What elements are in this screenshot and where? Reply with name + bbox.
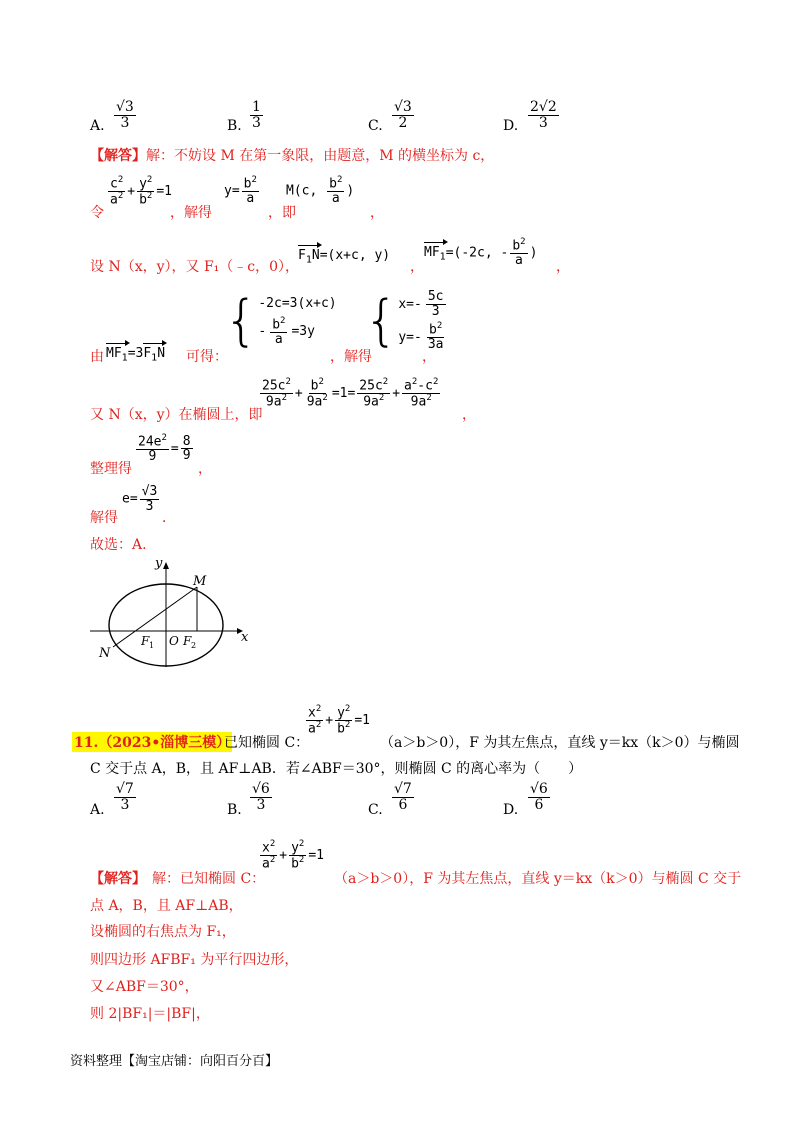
q10-option-d-value: $\frac{2√2}{3}$ — [530, 99, 557, 131]
y-axis-arrow — [163, 562, 169, 569]
sol10-y-value: y= $\frac{b^2}{a}$ — [224, 175, 257, 206]
q11-ellipse-eq: $\frac{x^2}{a^2}$ + $\frac{y^2}{b^2}$ =1 — [308, 704, 370, 737]
sol10-substitution-eq: $\frac{25c^2}{9a^2}$ + $\frac{b^2}{9a^2}$ =1= $\frac{25c^2}{9a^2}$ + $\frac{a^2-c^2}{9a^2}$ — [262, 377, 439, 410]
sol10-line4-mid2: ，解得 — [330, 349, 372, 365]
q11-option-a-value: $\frac{√7}{3}$ — [116, 781, 134, 813]
q11-option-a-label: A. — [90, 802, 105, 818]
q11-text3: C 交于点 A，B，且 AF⊥AB．若∠ABF＝30°，则椭圆 C 的离心率为（ ） — [90, 761, 583, 777]
sol11-line6: 则 2|BF₁|＝|BF|， — [90, 1006, 210, 1022]
sol10-line5: 又 N（x，y）在椭圆上，即 $\frac{25c^2}{9a^2}$ + $\frac{b^2}{9a^2}$ =1= $\frac{25c^2}{9a^2}$ + $\frac{a^2-c^2}{9a^2}$ ， — [90, 377, 476, 423]
sol11-line1b: （a＞b＞0），F 为其左焦点，直线 y＝kx（k＞0）与椭圆 C 交于 — [334, 871, 742, 887]
sol10-vector-relation: $MF_1=3F_1N$ — [106, 342, 165, 364]
q10-option-a-value: $\frac{√3}{3}$ — [116, 99, 134, 131]
sol10-system1: { -2c=3(x+c) - $\frac{b^2}{a}$ =3y — [224, 289, 337, 352]
sol10-line2: 令 $\frac{c^2}{a^2}$ + $\frac{y^2}{b^2}$ =1 ，解得 y= $\frac{b^2}{a}$ ，即 M(c, $\frac{b^2}{a}$ ) ， — [90, 175, 384, 221]
sol10-line8: 故选：A. — [90, 537, 147, 553]
q10-option-a-label: A. — [90, 118, 105, 134]
sol10-line4-mid: 可得： — [186, 349, 228, 365]
sol11-line1a: 解：已知椭圆 C： — [152, 871, 266, 887]
q10-option-c-value: $\frac{√3}{2}$ — [394, 99, 412, 131]
q10-option-d-label: D. — [503, 118, 519, 134]
figure-F2-label: F — [183, 634, 192, 648]
q11-text1: 已知椭圆 C： — [224, 735, 310, 751]
q11-option-b-value: $\frac{√6}{3}$ — [252, 781, 270, 813]
figure-x-label: x — [241, 630, 249, 645]
sol11-line4: 则四边形 AFBF₁ 为平行四边形， — [90, 952, 299, 968]
q11-text2: （a＞b＞0），F 为其左焦点，直线 y＝kx（k＞0）与椭圆 — [380, 735, 740, 751]
ellipse-figure — [85, 555, 255, 670]
sol10-line5-pre: 又 N（x，y）在椭圆上，即 — [90, 407, 263, 423]
sol10-line7: 解得 e= $\frac{√3}{3}$ ． — [90, 484, 176, 526]
sol10-line6-pre: 整理得 — [90, 461, 132, 477]
sol11-answer-tag: 【解答】 — [90, 871, 146, 887]
q10-option-b-value: $\frac{1}{3}$ — [252, 99, 261, 131]
q11-line1 — [72, 704, 740, 751]
sol11-ellipse-eq: $\frac{x^2}{a^2}$ + $\frac{y^2}{b^2}$ =1 — [262, 839, 324, 872]
q11-option-d-value: $\frac{√6}{6}$ — [530, 781, 548, 813]
q11-option-c-label: C. — [368, 802, 383, 818]
sol10-ellipse-eq: $\frac{c^2}{a^2}$ + $\frac{y^2}{b^2}$ =1 — [110, 175, 172, 208]
sol10-line4-pre: 由 — [90, 349, 104, 365]
sol10-MF1-vector: $MF_1=(-2c$, - $\frac{b^2}{a}$ ) — [424, 237, 538, 268]
sol10-line6: 整理得 $\frac{24e^2}{9}$ = $\frac{8}{9}$ ， — [90, 433, 212, 477]
sol11-line5: 又∠ABF＝30°， — [90, 979, 199, 995]
sol10-simplified-eq: $\frac{24e^2}{9}$ = $\frac{8}{9}$ — [138, 433, 191, 464]
figure-N-label: N — [99, 646, 111, 661]
q11-option-b-label: B. — [227, 802, 242, 818]
sol10-system2: { x=- $\frac{5c}{3}$ y=- $\frac{b^2}{3a}$ — [364, 288, 444, 353]
q10-option-c-label: C. — [368, 118, 383, 134]
sol10-F1N-vector: $F_1N=(x+c$, y) — [298, 244, 390, 266]
sol11-line3: 设椭圆的右焦点为 F₁， — [90, 924, 236, 940]
sol10-line3-pre: 设 N（x，y），又 F₁（﹣c，0）， — [90, 259, 300, 275]
figure-O-label: O — [169, 634, 179, 648]
q11-number-source: 11.（2023•淄博三模） — [72, 732, 232, 752]
page-footer: 资料整理【淘宝店铺：向阳百分百】 — [70, 1054, 279, 1069]
sol10-eccentricity-result: e= $\frac{√3}{3}$ — [122, 484, 158, 514]
figure-M-label: M — [193, 574, 207, 589]
sol10-line2-mid2: ，即 — [268, 205, 296, 221]
q10-option-b-label: B. — [227, 118, 242, 134]
sol10-line4: 由 $MF_1=3F_1N$ 可得： { -2c=3(x+c) - $\frac{b^2}{a}$ =3y ，解得 { x=- $\frac{5c}{3}$ y=- $\frac{b^2}{3a}$ ， — [90, 290, 450, 370]
answer-tag: 【解答】 — [90, 148, 146, 164]
figure-F1-sub: 1 — [149, 641, 155, 650]
figure-F1-label: F — [141, 634, 150, 648]
sol10-M-coord: M(c, $\frac{b^2}{a}$ ) — [286, 175, 355, 206]
sol10-line1 — [90, 145, 494, 165]
sol10-line7-pre: 解得 — [90, 510, 118, 526]
q11-option-c-value: $\frac{√7}{6}$ — [394, 781, 412, 813]
sol10-line3: 设 N（x，y），又 F₁（﹣c，0）， $F_1N=(x+c$, y) ， $MF_1=(-2c$, - $\frac{b^2}{a}$ ) ， — [90, 237, 570, 275]
sol10-line2-pre: 令 — [90, 205, 104, 221]
q11-option-d-label: D. — [503, 802, 519, 818]
sol10-line2-mid: ，解得 — [170, 205, 212, 221]
figure-F2-sub: 2 — [191, 641, 197, 650]
sol11-line1 — [90, 838, 742, 887]
figure-y-label: y — [155, 556, 163, 571]
sol11-line2: 点 A，B，且 AF⊥AB， — [90, 898, 243, 914]
sol10-line1-text: 解：不妨设 M 在第一象限，由题意，M 的横坐标为 c， — [146, 148, 495, 164]
